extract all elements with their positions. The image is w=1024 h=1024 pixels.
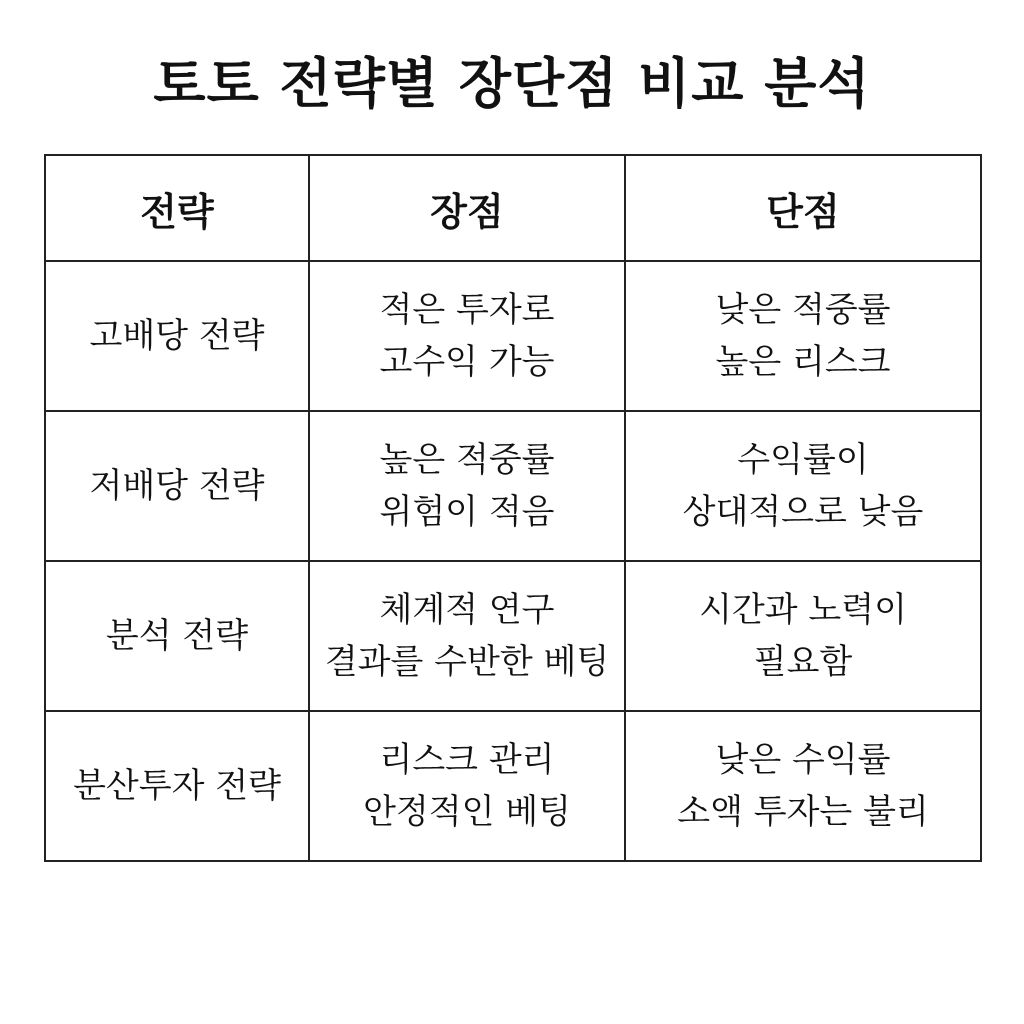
cons-line: 필요함 — [753, 642, 853, 682]
pros-line: 높은 적중률 — [379, 440, 555, 480]
strategy-cell: 분산투자 전략 — [45, 711, 309, 861]
cons-cell — [625, 711, 981, 861]
header-pros: 장점 — [309, 155, 625, 261]
cons-cell — [625, 411, 981, 561]
pros-line: 적은 투자로 — [379, 290, 555, 330]
table-row — [45, 711, 981, 861]
table-row — [45, 261, 981, 411]
pros-line: 위험이 적음 — [379, 492, 555, 532]
pros-cell — [309, 261, 625, 411]
table-row — [45, 561, 981, 711]
cons-cell — [625, 261, 981, 411]
cons-line: 수익률이 — [737, 440, 869, 480]
pros-line: 안정적인 베팅 — [363, 792, 571, 832]
page-title: 토토 전략별 장단점 비교 분석 — [153, 52, 871, 115]
strategy-cell: 분석 전략 — [45, 561, 309, 711]
header-row — [45, 155, 981, 261]
table-row — [45, 411, 981, 561]
pros-line: 고수익 가능 — [379, 342, 555, 382]
cons-line: 낮은 적중률 — [715, 290, 891, 330]
pros-line: 결과를 수반한 베팅 — [324, 642, 610, 682]
header-strategy: 전략 — [45, 155, 309, 261]
header-cons: 단점 — [625, 155, 981, 261]
cons-line: 시간과 노력이 — [699, 590, 907, 630]
pros-line: 리스크 관리 — [379, 740, 555, 780]
cons-line: 소액 투자는 불리 — [677, 792, 929, 832]
pros-cell — [309, 561, 625, 711]
strategy-cell: 저배당 전략 — [45, 411, 309, 561]
cons-line: 상대적으로 낮음 — [682, 492, 924, 532]
pros-cell — [309, 411, 625, 561]
cons-cell — [625, 561, 981, 711]
pros-line: 체계적 연구 — [379, 590, 555, 630]
strategy-cell: 고배당 전략 — [45, 261, 309, 411]
cons-line: 높은 리스크 — [715, 342, 891, 382]
comparison-table — [44, 154, 982, 862]
cons-line: 낮은 수익률 — [715, 740, 891, 780]
pros-cell — [309, 711, 625, 861]
